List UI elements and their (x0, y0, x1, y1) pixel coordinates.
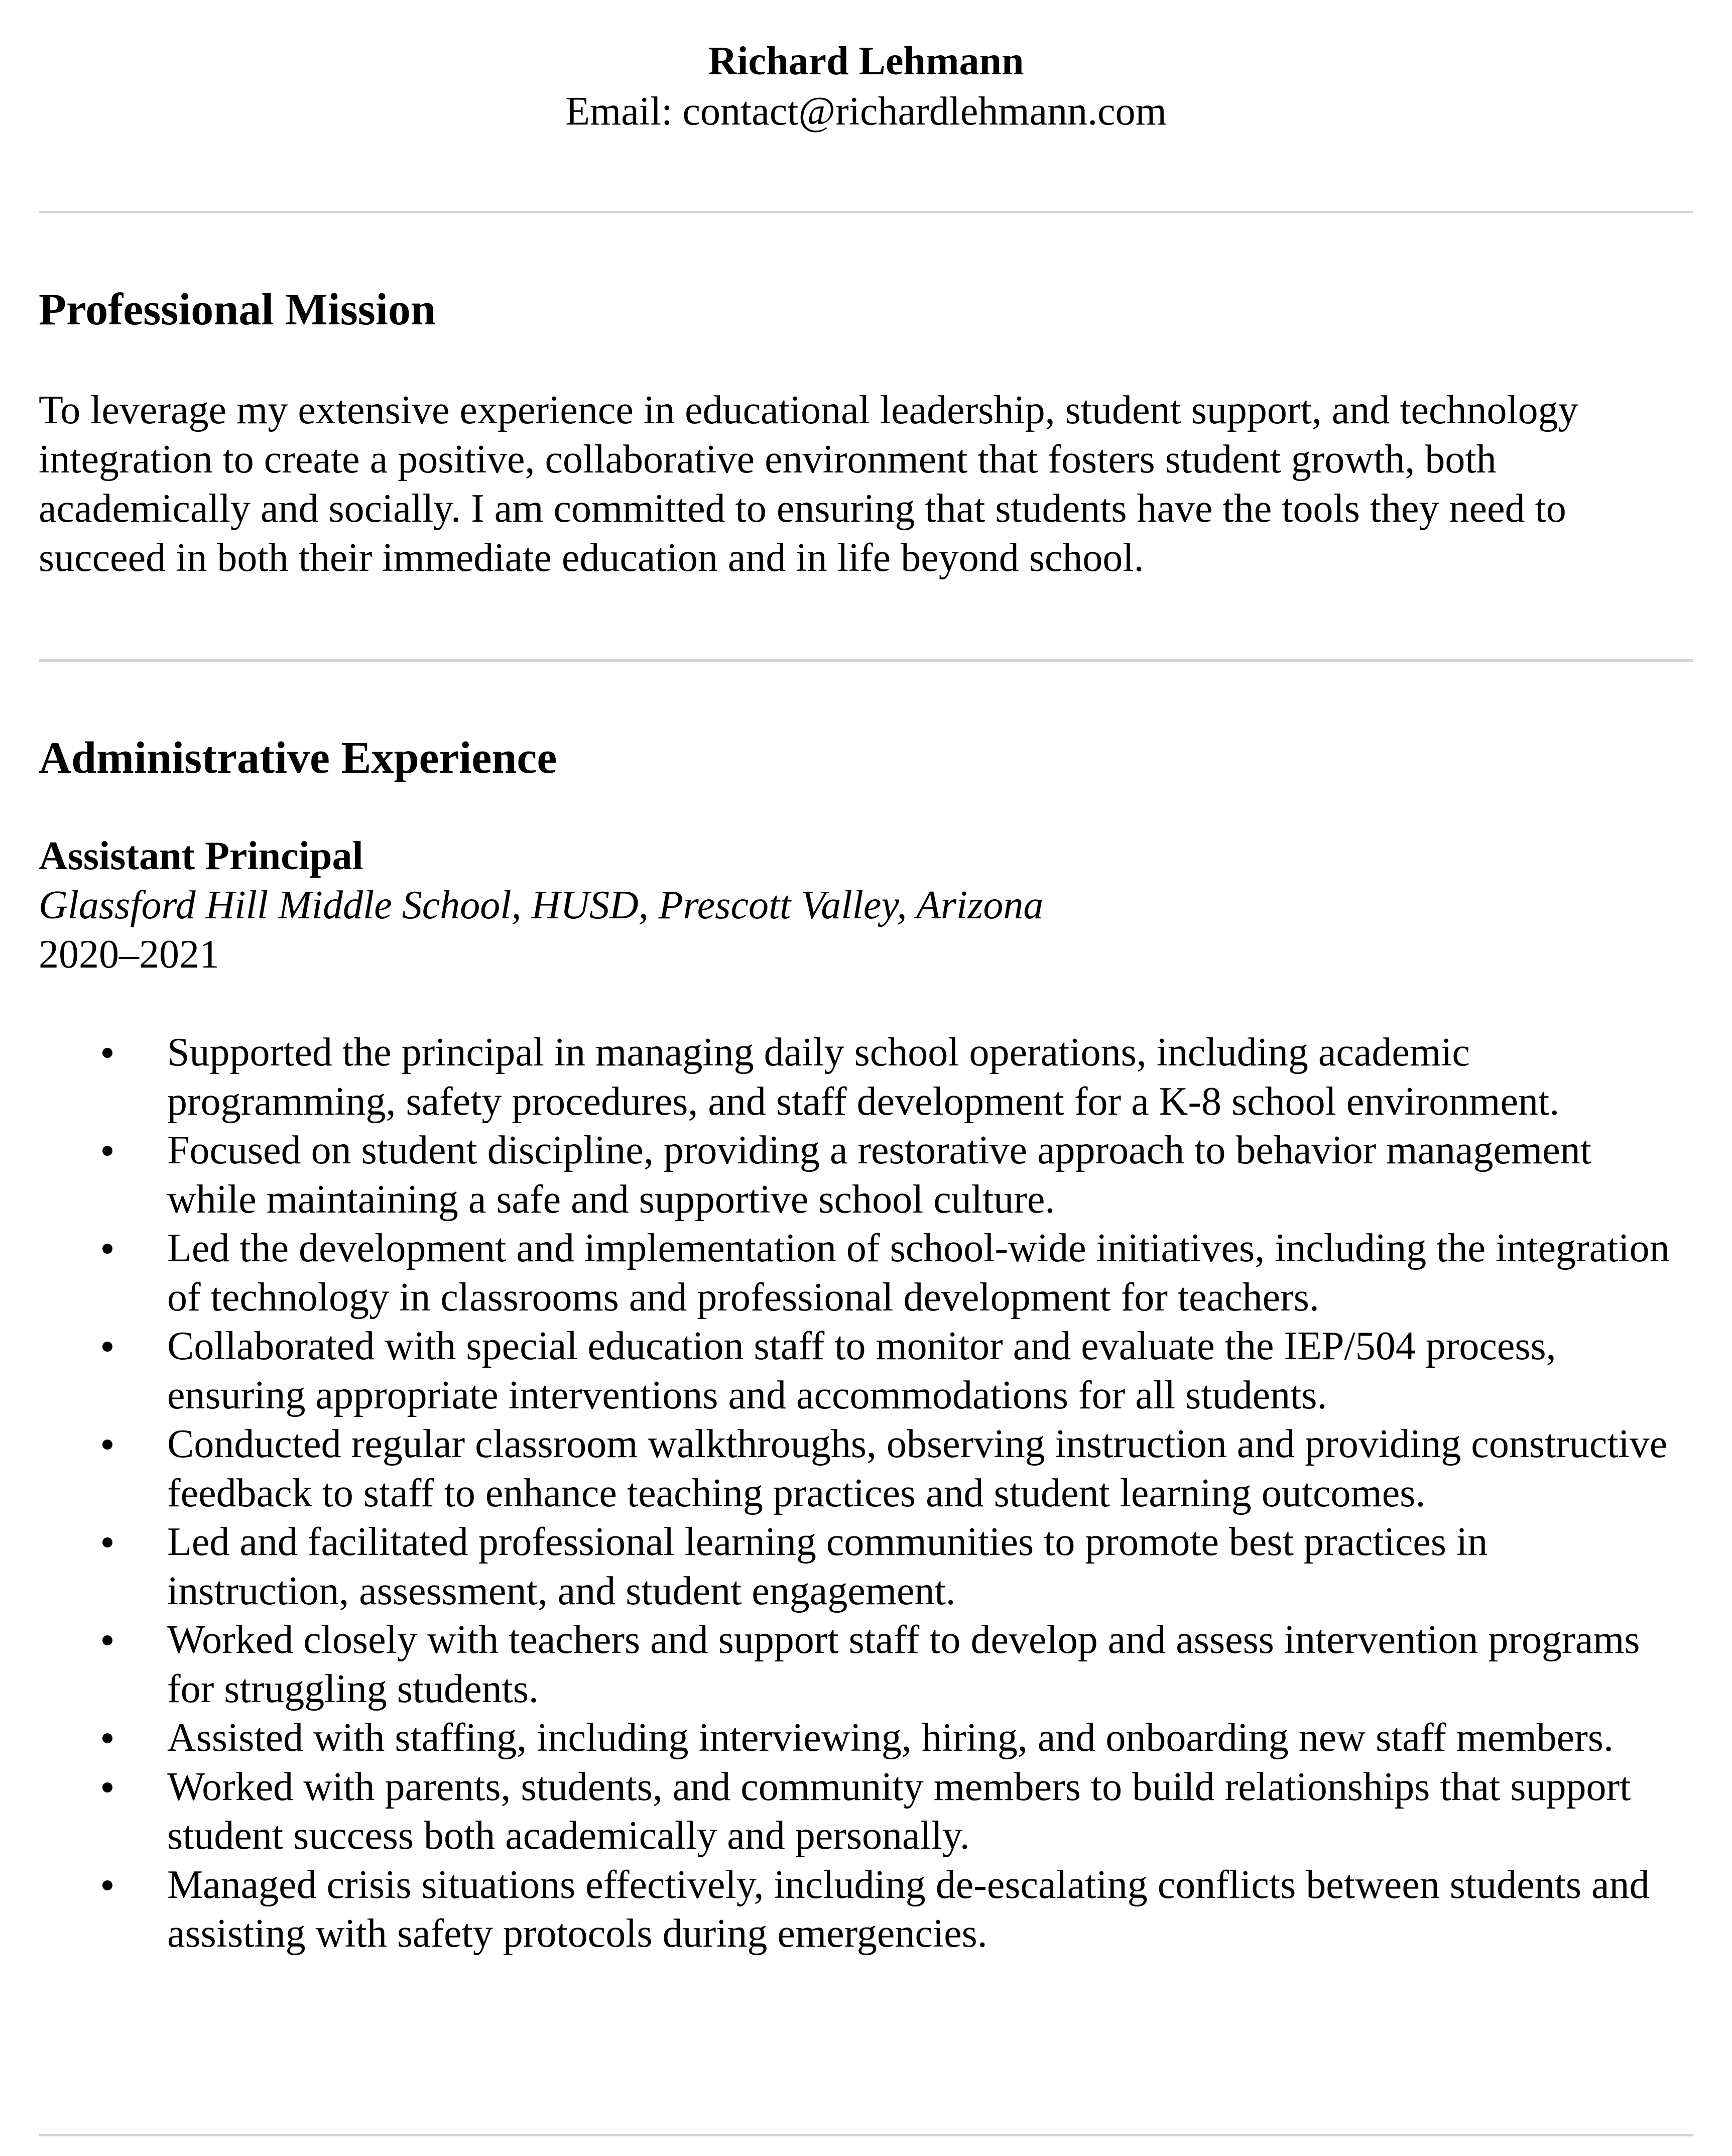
bullet-icon (102, 1440, 112, 1450)
section-divider (39, 2134, 1693, 2136)
mission-paragraph: To leverage my extensive experience in educational leadership, student support, and technology integration to create a positive, collaborative environment that fosters student growth, both academically and socially. I am committed to ensuring that students have the tools they need to succeed in both their immediate education and in life beyond school. (39, 388, 1578, 580)
responsibility-text: Focused on student discipline, providing a restorative approach to behavior management while maintaining a safe and supportive school culture. (167, 1128, 1591, 1222)
bullet-icon (102, 1342, 112, 1352)
responsibility-item (0, 1763, 1678, 1861)
bullet-icon (102, 1880, 112, 1890)
responsibility-text: Collaborated with special education staff to monitor and evaluate the IEP/504 process, ensuring appropriate interventions and accommodations for all students. (167, 1324, 1556, 1417)
responsibility-text: Managed crisis situations effectively, including de-escalating conflicts between students and assisting with safety protocols during emergencies. (167, 1862, 1650, 1956)
bullet-icon (102, 1537, 112, 1547)
mission-heading: Professional Mission (39, 285, 436, 334)
candidate-name: Richard Lehmann (708, 39, 1024, 83)
responsibility-text: Worked with parents, students, and community members to build relationships that support student success both academically and personally. (167, 1764, 1631, 1858)
bullet-icon (102, 1048, 112, 1058)
responsibility-item (0, 1126, 1678, 1224)
responsibility-item (0, 1616, 1678, 1714)
responsibility-text: Led and facilitated professional learning communities to promote best practices in instruction, assessment, and student engagement. (167, 1520, 1488, 1613)
job-title: Assistant Principal (39, 834, 363, 878)
responsibility-item (0, 1420, 1678, 1518)
responsibility-text: Led the development and implementation of school-wide initiatives, including the integration of technology in classrooms and professional development for teachers. (167, 1226, 1670, 1320)
responsibility-text: Assisted with staffing, including interviewing, hiring, and onboarding new staff members. (167, 1716, 1614, 1760)
responsibility-item (0, 1861, 1678, 1959)
responsibility-text: Conducted regular classroom walkthroughs, observing instruction and providing constructive feedback to staff to enhance teaching practices and student learning outcomes. (167, 1422, 1668, 1515)
responsibility-text: Supported the principal in managing daily school operations, including academic programming, safety procedures, and staff development for a K-8 school environment. (167, 1030, 1560, 1124)
experience-heading: Administrative Experience (39, 733, 557, 783)
responsibility-item (0, 1322, 1678, 1420)
responsibility-item (0, 1714, 1678, 1763)
bullet-icon (102, 1733, 112, 1743)
section-divider (39, 211, 1693, 213)
resume-header (0, 36, 1732, 137)
contact-email: Email: contact@richardlehmann.com (565, 89, 1167, 134)
responsibility-item (0, 1518, 1678, 1616)
section-divider (39, 659, 1693, 662)
job-dates: 2020–2021 (39, 932, 219, 977)
job-responsibilities-list (0, 1028, 1732, 1959)
responsibility-text: Worked closely with teachers and support staff to develop and assess intervention programs for struggling students. (167, 1618, 1640, 1711)
job-organization: Glassford Hill Middle School, HUSD, Prescott Valley, Arizona (39, 883, 1044, 927)
bullet-icon (102, 1244, 112, 1254)
bullet-icon (102, 1782, 112, 1792)
responsibility-item (0, 1224, 1678, 1322)
bullet-icon (102, 1635, 112, 1645)
responsibility-item (0, 1028, 1678, 1126)
bullet-icon (102, 1146, 112, 1156)
job-entry (39, 831, 1695, 979)
